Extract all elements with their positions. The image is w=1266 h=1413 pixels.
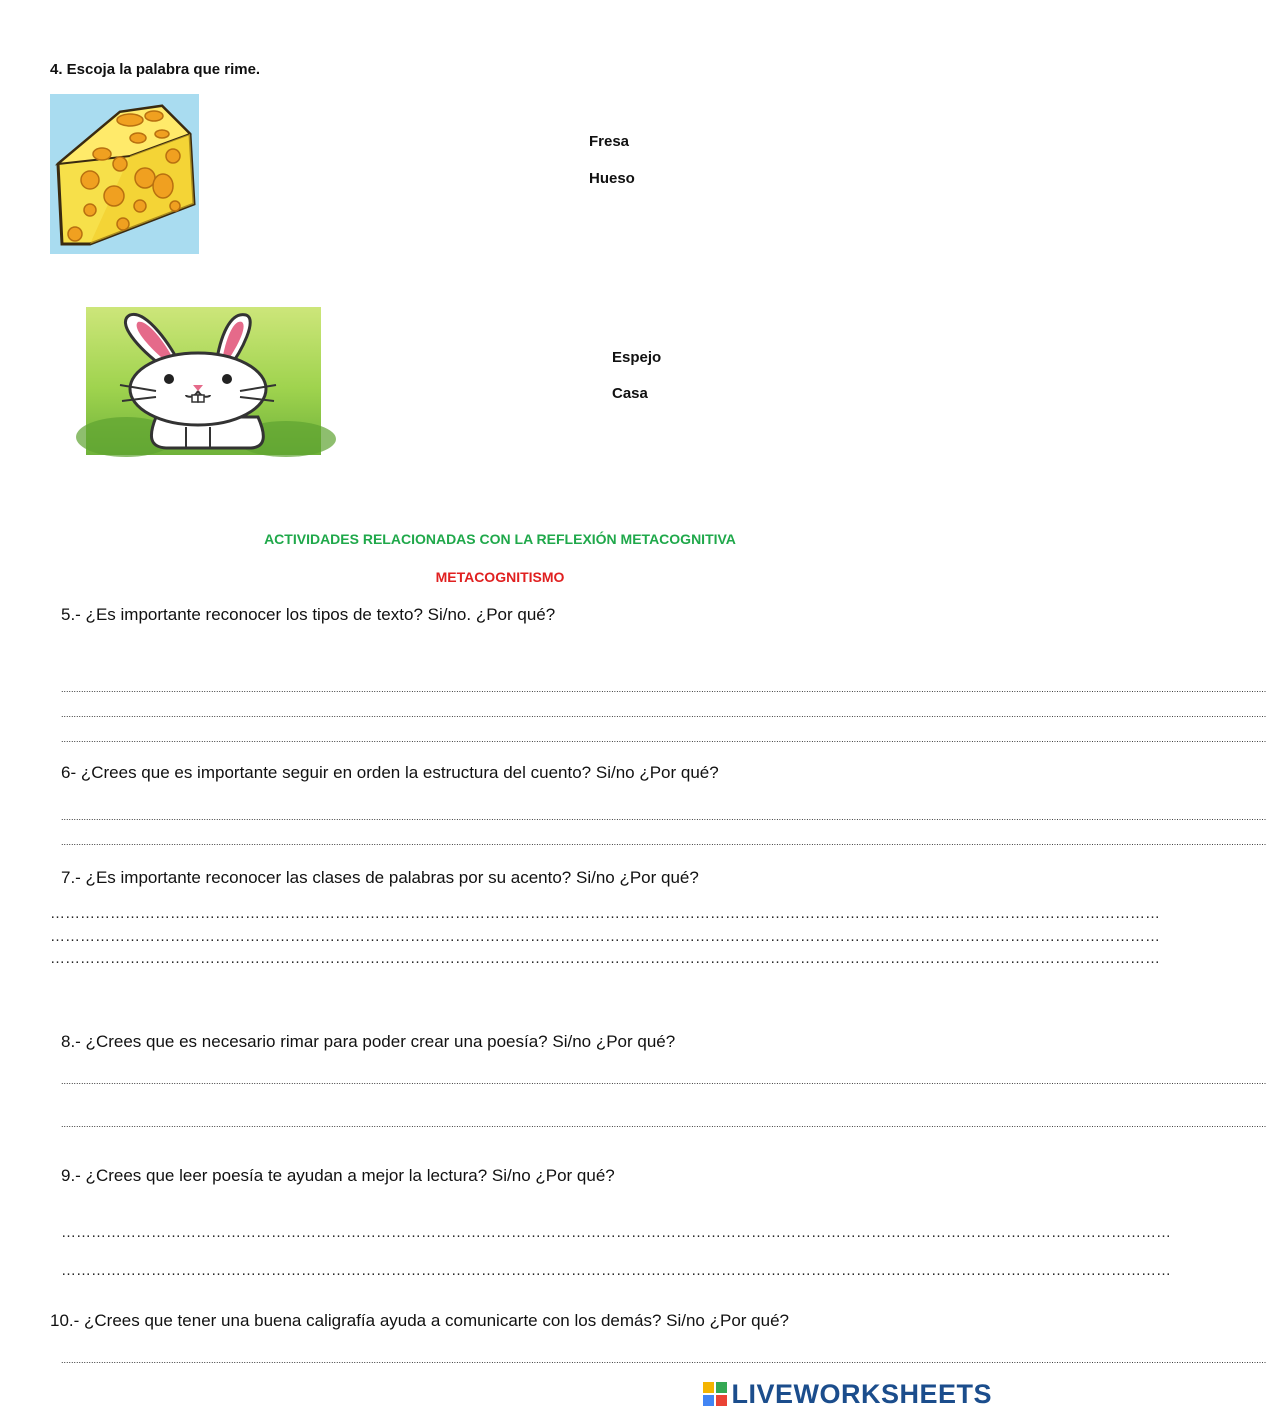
rhyme-option-3[interactable]: Espejo — [612, 349, 662, 366]
section-heading: ACTIVIDADES RELACIONADAS CON LA REFLEXIÓN METACOGNITIVA — [264, 531, 736, 547]
answer-line-10a[interactable]: .................................................................................................................................................................................................................................................................................................................................................................................................................................................................................................. — [61, 1355, 1266, 1365]
answer-line-7a[interactable]: …………………………………………………………………………………………………………………………………………………………………………………………………… — [50, 905, 1160, 922]
exercise-4-title: 4. Escoja la palabra que rime. — [50, 61, 261, 78]
answer-line-5c[interactable]: .................................................................................................................................................................................................................................................................................................................................................................................................................................................................................................. — [61, 734, 1266, 744]
liveworksheets-logo-icon — [703, 1382, 727, 1406]
answer-line-7b[interactable]: …………………………………………………………………………………………………………………………………………………………………………………………………… — [50, 928, 1160, 945]
rhyme-option-2[interactable]: Hueso — [589, 170, 635, 187]
question-5: 5.- ¿Es importante reconocer los tipos de texto? Si/no. ¿Por qué? — [61, 605, 556, 624]
answer-line-9b[interactable]: …………………………………………………………………………………………………………………………………………………………………………………………………… — [61, 1262, 1171, 1279]
rabbit-image — [86, 307, 321, 455]
question-8: 8.- ¿Crees que es necesario rimar para poder crear una poesía? Si/no ¿Por qué? — [61, 1032, 676, 1051]
rhyme-option-4[interactable]: Casa — [612, 385, 648, 402]
question-10: 10.- ¿Crees que tener una buena caligrafía ayuda a comunicarte con los demás? Si/no ¿Por qué? — [50, 1311, 789, 1330]
question-9: 9.- ¿Crees que leer poesía te ayudan a mejor la lectura? Si/no ¿Por qué? — [61, 1166, 615, 1185]
answer-line-6a[interactable]: .................................................................................................................................................................................................................................................................................................................................................................................................................................................................................................. — [61, 812, 1266, 822]
liveworksheets-logo[interactable] — [703, 1378, 992, 1410]
cheese-image — [50, 94, 199, 254]
answer-line-5b[interactable]: .................................................................................................................................................................................................................................................................................................................................................................................................................................................................................................. — [61, 709, 1266, 719]
question-6: 6- ¿Crees que es importante seguir en orden la estructura del cuento? Si/no ¿Por qué? — [61, 763, 719, 782]
rhyme-option-1[interactable]: Fresa — [589, 133, 630, 150]
section-subheading: METACOGNITISMO — [435, 569, 565, 585]
question-7: 7.- ¿Es importante reconocer las clases de palabras por su acento? Si/no ¿Por qué? — [61, 868, 699, 887]
answer-line-8a[interactable]: .................................................................................................................................................................................................................................................................................................................................................................................................................................................................................................. — [61, 1076, 1266, 1086]
answer-line-9a[interactable]: …………………………………………………………………………………………………………………………………………………………………………………………………… — [61, 1224, 1171, 1241]
answer-line-8b[interactable]: .................................................................................................................................................................................................................................................................................................................................................................................................................................................................................................. — [61, 1119, 1266, 1129]
answer-line-7c[interactable]: …………………………………………………………………………………………………………………………………………………………………………………………………… — [50, 950, 1160, 967]
answer-line-5a[interactable]: .................................................................................................................................................................................................................................................................................................................................................................................................................................................................................................. — [61, 684, 1266, 694]
answer-line-6b[interactable]: .................................................................................................................................................................................................................................................................................................................................................................................................................................................................................................. — [61, 837, 1266, 847]
liveworksheets-logo-text: LIVEWORKSHEETS — [731, 1378, 992, 1409]
